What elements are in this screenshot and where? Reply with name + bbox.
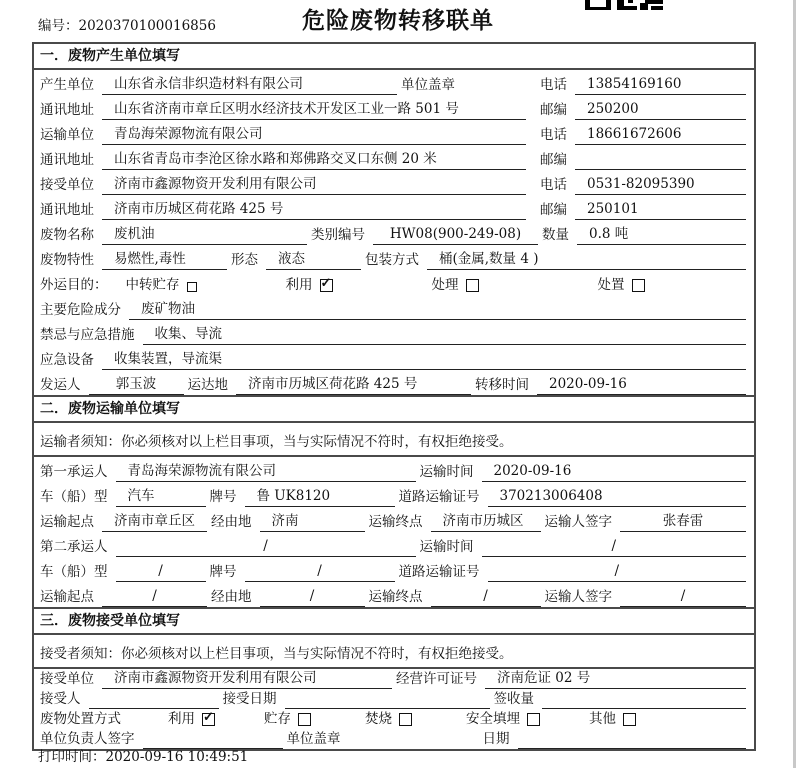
purpose-storage-label: 中转贮存: [125, 277, 180, 293]
first-carrier-label: 第一承运人: [40, 464, 108, 480]
hazard-component-value: 废矿物油: [129, 297, 746, 320]
producer-address-label: 通讯地址: [40, 102, 94, 118]
section-transport-header: 二．废物运输单位填写: [34, 395, 754, 423]
waste-name-label: 废物名称: [40, 227, 94, 243]
checkbox-unchecked-icon: [632, 279, 645, 292]
disposal-option-other: [585, 707, 636, 729]
vehicle-type2-label: 车（船）型: [40, 564, 108, 580]
row-accept-unit: [34, 669, 754, 689]
row-waste-trait: [34, 245, 754, 270]
acceptor-label: 接受人: [40, 691, 81, 707]
shipper-value: 郭玉波: [89, 372, 184, 395]
row-transporter-left: [36, 122, 536, 145]
producer-zip-value: 250200: [575, 101, 746, 120]
producer-zip-label: 邮编: [540, 102, 567, 118]
plate2-value: /: [245, 563, 395, 582]
waste-category-value: HW08(900-249-08): [373, 226, 538, 245]
receiver-address-value: 济南市历城区荷花路 425 号: [102, 197, 526, 220]
transport-time2-value: /: [482, 538, 747, 557]
section-receiver: [34, 607, 754, 749]
receiver-unit-value: 济南市鑫源物资开发利用有限公司: [102, 172, 526, 195]
route-end1-value: 济南市历城区: [431, 509, 541, 532]
route-via2-value: /: [260, 588, 365, 607]
section-producer-header: 一．废物产生单位填写: [34, 44, 754, 70]
row-taboo-measures: [34, 320, 754, 345]
checkbox-unchecked-icon: [466, 279, 479, 292]
purpose-option-use: [282, 273, 333, 295]
road-permit1-value: 370213006408: [488, 488, 747, 507]
waste-name-value: 废机油: [102, 222, 307, 245]
waste-form-value: 液态: [266, 247, 361, 270]
disposal-option-use: [164, 707, 215, 729]
plate1-label: 牌号: [209, 489, 237, 505]
qr-code-partial-icon: [585, 0, 663, 10]
purpose-use-label: 利用: [285, 277, 313, 293]
carrier-sign2-label: 运输人签字: [544, 589, 612, 605]
vehicle-type2-value: /: [116, 563, 206, 582]
sign-date-label: 日期: [482, 731, 510, 747]
disposal-method-label: 废物处置方式: [40, 711, 121, 727]
receiver-unit-label: 接受单位: [40, 177, 94, 193]
carrier-sign2-value: /: [620, 588, 746, 607]
unit-seal2-label: 单位盖章: [286, 731, 341, 747]
route-start1-value: 济南市章丘区: [102, 509, 207, 532]
receiver-zip-label: 邮编: [540, 202, 567, 218]
route-start2-label: 运输起点: [40, 589, 94, 605]
checkbox-unchecked-icon: [399, 713, 412, 726]
page-header: [0, 0, 796, 42]
row-transporter-address: [34, 145, 754, 170]
waste-trait-value: 易燃性,毒性: [102, 247, 227, 270]
row-vehicle2: [34, 557, 754, 582]
row-transfer-purpose: [34, 270, 754, 295]
emergency-equipment-label: 应急设备: [40, 352, 94, 368]
row-producer-address: [34, 95, 754, 120]
row-route1: [34, 507, 754, 532]
route-via1-label: 经由地: [211, 514, 252, 530]
row-emergency-equipment: [34, 345, 754, 370]
producer-phone-label: 电话: [540, 77, 567, 93]
row-producer-address-left: [36, 97, 536, 120]
checkbox-unchecked-icon: [298, 713, 311, 726]
received-qty-label: 签收量: [493, 691, 534, 707]
row-first-carrier: [34, 457, 754, 482]
transfer-purpose-label: 外运目的：: [40, 277, 108, 293]
destination-value: 济南市历城区荷花路 425 号: [236, 372, 471, 395]
receiver-zip-value: 250101: [575, 201, 746, 220]
checkbox-checked-icon: [202, 713, 215, 726]
disposal-store-label: 贮存: [264, 711, 291, 727]
waste-qty-label: 数量: [542, 227, 569, 243]
road-permit2-value: /: [488, 563, 747, 582]
transporter-unit-value: 青岛海荣源物流有限公司: [102, 122, 526, 145]
accept-date-label: 接受日期: [222, 691, 277, 707]
print-time: [38, 745, 248, 765]
destination-label: 运达地: [187, 377, 228, 393]
manifest-table: [32, 42, 756, 751]
checkbox-unchecked-icon: [527, 713, 540, 726]
sign-date-value: [518, 732, 747, 749]
responsible-sign-label: 单位负责人签字: [40, 731, 135, 747]
transporter-notice: 运输者须知：你必须核对以上栏目事项，当与实际情况不符时，有权拒绝接受。: [34, 423, 754, 457]
print-time-value: 2020-09-16 10:49:51: [105, 749, 249, 765]
row-producer-left: [36, 72, 536, 95]
producer-unit-value: 山东省永信非织造材料有限公司: [102, 72, 397, 95]
transporter-address-value: 山东省青岛市李沧区徐水路和郑佛路交叉口东侧 20 米: [102, 147, 526, 170]
waste-pack-value: 桶(金属,数量 4 ): [427, 247, 746, 270]
license-value: 济南危证 02 号: [485, 666, 746, 689]
row-disposal-method: [34, 709, 754, 729]
checkbox-unchecked-icon: [623, 713, 636, 726]
disposal-burn-label: 焚烧: [365, 711, 392, 727]
producer-phone-value: 13854169160: [575, 76, 746, 95]
transporter-unit-label: 运输单位: [40, 127, 94, 143]
hazard-component-label: 主要危险成分: [40, 302, 121, 318]
transporter-zip-value: [575, 153, 746, 170]
license-label: 经营许可证号: [396, 671, 477, 687]
transport-time2-label: 运输时间: [419, 539, 474, 555]
waste-form-label: 形态: [231, 252, 258, 268]
waste-qty-value: 0.8 吨: [577, 222, 746, 245]
page-title: 危险废物转移联单: [302, 7, 494, 34]
road-permit2-label: 道路运输证号: [398, 564, 480, 580]
plate2-label: 牌号: [209, 564, 237, 580]
unit-seal-label: 单位盖章: [401, 77, 455, 93]
row-hazard-component: [34, 295, 754, 320]
row-waste-name: [34, 220, 754, 245]
shipper-label: 发运人: [40, 377, 81, 393]
carrier-sign1-value: 张春雷: [620, 509, 746, 532]
waste-pack-label: 包装方式: [365, 252, 419, 268]
section-transport: [34, 395, 754, 607]
route-via1-value: 济南: [260, 509, 365, 532]
received-qty-value: [542, 692, 746, 709]
disposal-landfill-label: 安全填埋: [466, 711, 520, 727]
row-acceptor: [34, 689, 754, 709]
route-via2-label: 经由地: [211, 589, 252, 605]
route-end2-value: /: [431, 588, 541, 607]
disposal-option-store: [260, 707, 311, 729]
route-start1-label: 运输起点: [40, 514, 94, 530]
checkbox-checked-icon: [320, 279, 333, 292]
second-carrier-label: 第二承运人: [40, 539, 108, 555]
taboo-measures-value: 收集、导流: [143, 322, 747, 345]
transfer-time-value: 2020-09-16: [537, 376, 746, 395]
serial-label: 编号：: [38, 18, 79, 34]
row-receiver-unit: [34, 170, 754, 195]
route-start2-value: /: [102, 588, 207, 607]
row-transporter-unit: [34, 120, 754, 145]
first-carrier-value: 青岛海荣源物流有限公司: [116, 459, 416, 482]
transporter-phone-value: 18661672606: [575, 126, 746, 145]
receiver-notice: 接受者须知：你必须核对以上栏目事项，当与实际情况不符时，有权拒绝接受。: [34, 635, 754, 669]
disposal-option-burn: [361, 707, 412, 729]
section-receiver-header: 三．废物接受单位填写: [34, 607, 754, 635]
row-vehicle1: [34, 482, 754, 507]
receiver-phone-value: 0531-82095390: [575, 176, 746, 195]
transport-time1-label: 运输时间: [419, 464, 474, 480]
transporter-zip-label: 邮编: [540, 152, 567, 168]
receiver-address-label: 通讯地址: [40, 202, 94, 218]
row-producer-unit: [34, 70, 754, 95]
row-route2: [34, 582, 754, 607]
producer-unit-label: 产生单位: [40, 77, 94, 93]
receiver-phone-label: 电话: [540, 177, 567, 193]
row-shipper: [34, 370, 754, 395]
row-receiver-address: [34, 195, 754, 220]
transporter-phone-label: 电话: [540, 127, 567, 143]
transporter-address-label: 通讯地址: [40, 152, 94, 168]
purpose-treat-label: 处理: [431, 277, 459, 293]
plate1-value: 鲁 UK8120: [245, 484, 395, 507]
transport-time1-value: 2020-09-16: [482, 463, 747, 482]
row-second-carrier: [34, 532, 754, 557]
transfer-time-label: 转移时间: [475, 377, 529, 393]
carrier-sign1-label: 运输人签字: [544, 514, 612, 530]
purpose-option-treat: [428, 273, 479, 295]
waste-trait-label: 废物特性: [40, 252, 94, 268]
row-receiver-address-left: [36, 197, 536, 220]
row-receiver-left: [36, 172, 536, 195]
disposal-option-landfill: [462, 707, 540, 729]
emergency-equipment-value: 收集装置，导流渠: [102, 347, 746, 370]
section-producer: [34, 44, 754, 395]
taboo-measures-label: 禁忌与应急措施: [40, 327, 135, 343]
purpose-option-storage: [122, 273, 197, 295]
row-transporter-address-left: [36, 147, 536, 170]
producer-address-value: 山东省济南市章丘区明水经济技术开发区工业一路 501 号: [102, 97, 526, 120]
waste-category-label: 类别编号: [311, 227, 365, 243]
purpose-option-dispose: [594, 273, 645, 295]
route-end1-label: 运输终点: [368, 514, 423, 530]
serial-value: 2020370100016856: [78, 18, 216, 34]
route-end2-label: 运输终点: [368, 589, 423, 605]
purpose-dispose-label: 处置: [597, 277, 625, 293]
accept-unit-label: 接受单位: [40, 671, 94, 687]
vehicle-type1-value: 汽车: [116, 484, 206, 507]
accept-unit-value: 济南市鑫源物资开发利用有限公司: [102, 666, 392, 689]
vehicle-type1-label: 车（船）型: [40, 489, 108, 505]
disposal-use-label: 利用: [168, 711, 195, 727]
second-carrier-value: /: [116, 538, 416, 557]
disposal-other-label: 其他: [589, 711, 616, 727]
print-time-label: 打印时间：: [38, 749, 106, 765]
road-permit1-label: 道路运输证号: [398, 489, 480, 505]
checkbox-unchecked-icon: [187, 282, 197, 292]
